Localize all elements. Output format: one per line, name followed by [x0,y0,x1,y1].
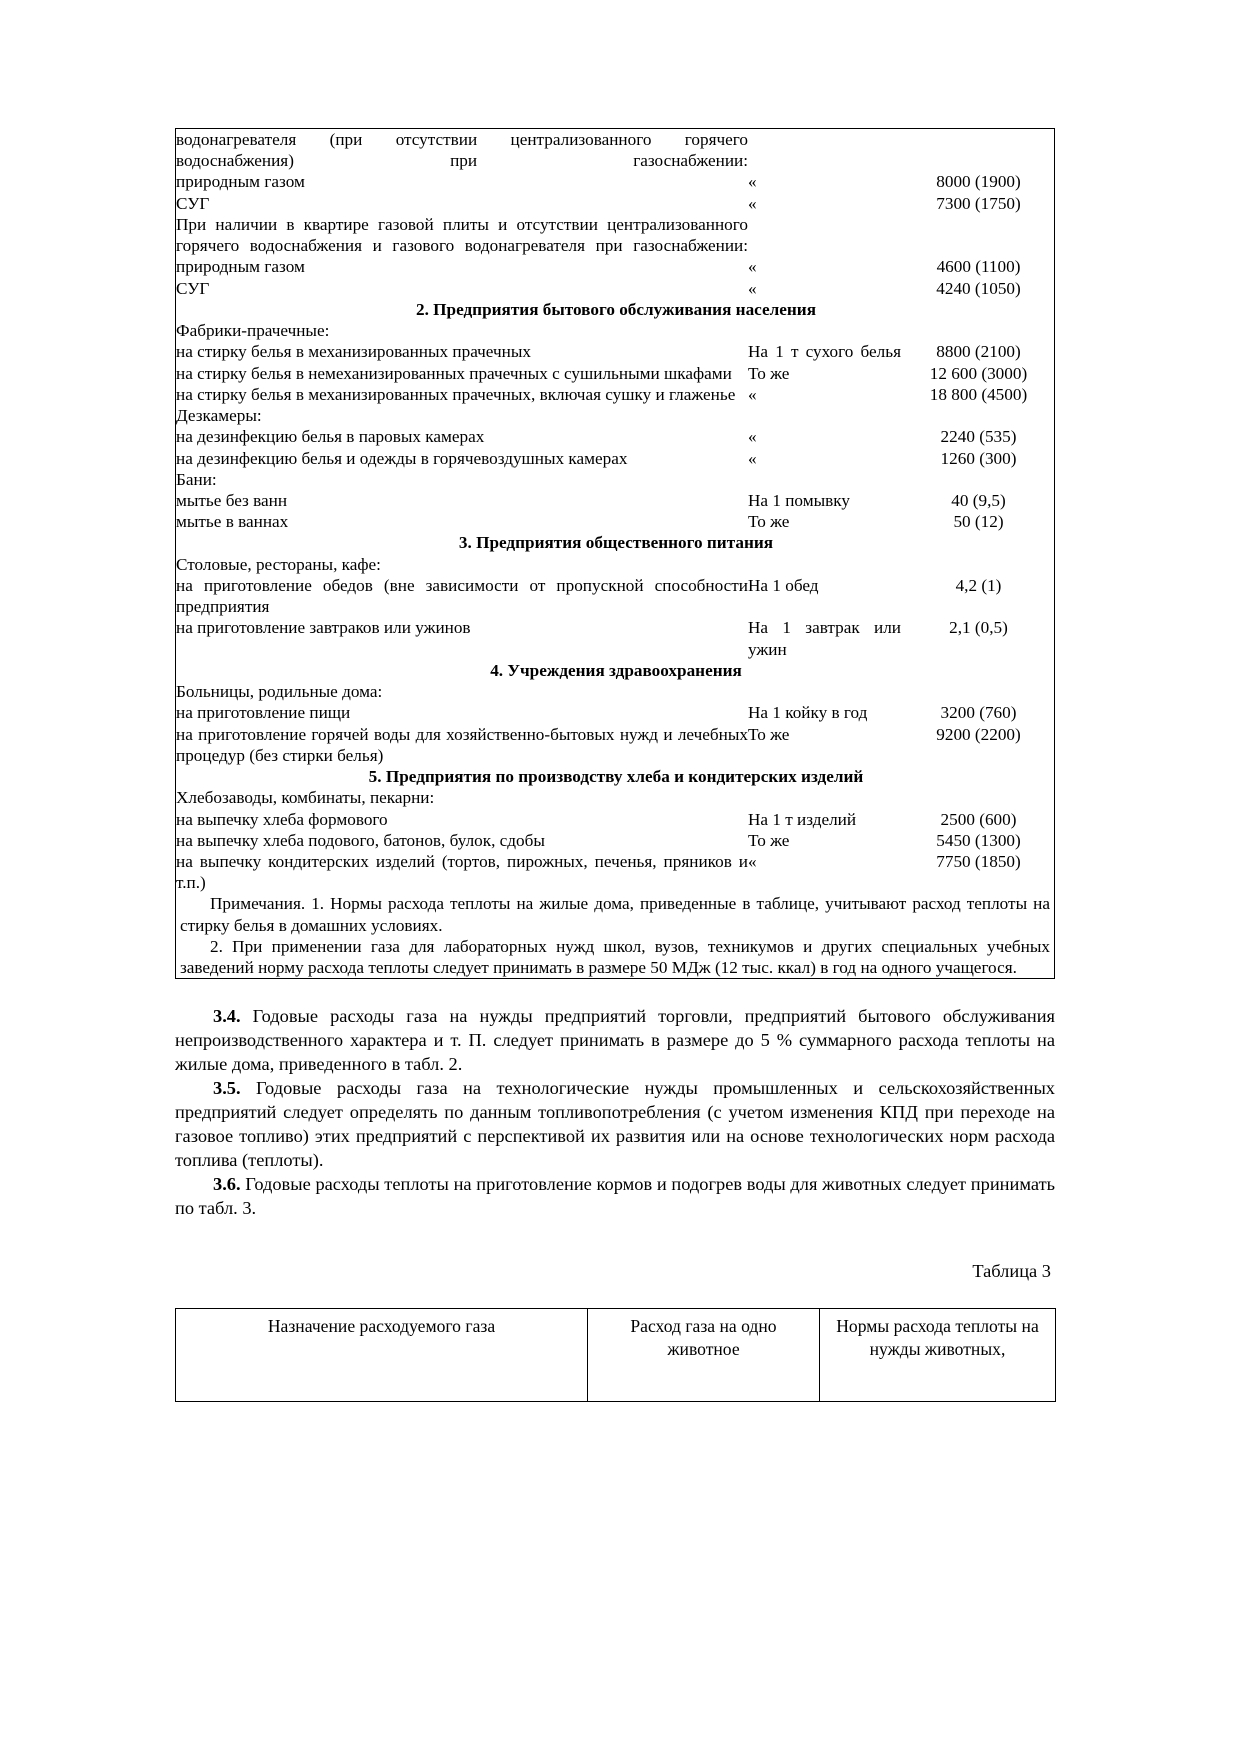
table-row [176,363,1056,384]
table-row [176,384,1056,405]
table-row [176,724,1056,766]
cell-description: на выпечку хлеба подового, батонов, булок, сдобы [176,830,545,850]
table-row [176,787,1056,808]
cell-unit: То же [748,363,790,383]
section-heading: 2. Предприятия бытового обслуживания населения [415,299,817,319]
section-heading: 4. Учреждения здравоохранения [490,660,742,680]
t3-header-heat-norms: Нормы расхода теплоты на нужды животных, [820,1308,1056,1401]
table-row [176,830,1056,851]
cell-unit: То же [748,724,790,744]
cell-description: Бани: [176,469,217,489]
t3-header-per-animal: Расход газа на одно животное [588,1308,820,1401]
cell-unit [748,787,901,808]
table-row [176,681,1056,702]
cell-value [901,405,1056,426]
clause-paragraph: 3.5. Годовые расходы газа на технологические нужды промышленных и сельскохозяйственных предприятий следует определять по данным топливопотребления (с учетом изменения КПД при переходе на газовое топливо) этих предприятий с перспективой их развития или на основе технологических норм расхода топлива (теплоты). [175,1078,1055,1170]
table-section-heading-row [176,299,1056,320]
cell-description: Столовые, рестораны, кафе: [176,554,381,574]
cell-description: на приготовление обедов (вне зависимости от пропускной способности предприятия [176,575,748,617]
table-row [176,341,1056,362]
cell-description: природным газом [176,257,305,277]
cell-description: Фабрики-прачечные: [176,321,330,341]
cell-unit [748,405,901,426]
cell-unit: « [748,851,757,871]
section-heading: 5. Предприятия по производству хлеба и кондитерских изделий [368,767,864,787]
table-row [176,193,1056,214]
cell-value: 8800 (2100) [936,342,1021,362]
table-row [176,575,1056,617]
cell-value: 12 600 (3000) [929,363,1028,383]
cell-unit [748,129,901,171]
table-notes [176,893,1054,978]
table-3-caption: Таблица 3 [972,1260,1051,1281]
cell-value: 2500 (600) [940,809,1017,829]
cell-unit: « [748,193,757,213]
clause-number: 3.6. [213,1173,241,1194]
table-3-header [175,1308,1056,1402]
norms-table-body [176,129,1056,893]
cell-description: на приготовление завтраков или ужинов [176,618,471,638]
cell-value: 9200 (2200) [936,724,1021,744]
cell-value [901,554,1056,575]
table-row [176,511,1056,532]
clause-number: 3.5. [213,1078,241,1099]
cell-description: природным газом [176,172,305,192]
cell-description: на дезинфекцию белья и одежды в горячевоздушных камерах [176,448,628,468]
table-row [176,448,1056,469]
cell-value [901,787,1056,808]
table-row [176,702,1056,723]
cell-value: 1260 (300) [940,448,1017,468]
section-heading: 3. Предприятия общественного питания [458,533,774,553]
clause-paragraph: 3.6. Годовые расходы теплоты на приготовление кормов и подогрев воды для животных следует принимать по табл. 3. [175,1173,1055,1218]
table-row [176,1308,1056,1401]
cell-description: на стирку белья в механизированных прачечных, включая сушку и глаженье [176,384,736,404]
table-row [176,490,1056,511]
cell-unit: На 1 помывку [748,490,850,510]
table-2-continuation [175,128,1055,979]
norms-table [176,129,1056,893]
clause-number: 3.4. [213,1006,241,1027]
cell-description: на приготовление горячей воды для хозяйственно-бытовых нужд и лечебных процедур (без стирки белья) [176,724,748,765]
table-row [176,278,1056,299]
table-row [176,320,1056,341]
cell-description: на стирку белья в механизированных прачечных [176,342,531,362]
table-row [176,554,1056,575]
cell-unit: « [748,427,757,447]
cell-description: на стирку белья в немеханизированных прачечных с сушильными шкафами [176,363,732,383]
clause-paragraphs [175,1005,1055,1220]
cell-value [901,469,1056,490]
table-row [176,405,1056,426]
table-row [176,809,1056,830]
cell-value: 2,1 (0,5) [949,618,1008,638]
cell-description: мытье без ванн [176,490,288,510]
table-row [176,214,1056,256]
cell-description: на выпечку кондитерских изделий (тортов, пирожных, печенья, пряников и т.п.) [176,851,748,893]
cell-unit: На 1 т изделий [748,809,857,829]
cell-unit: « [748,278,757,298]
table-row [176,256,1056,277]
cell-value [901,681,1056,702]
cell-unit [748,214,901,256]
cell-unit [748,681,901,702]
cell-unit: « [748,448,757,468]
cell-unit: « [748,257,757,277]
cell-value: 7300 (1750) [936,193,1021,213]
cell-unit [748,469,901,490]
cell-description: Больницы, родильные дома: [176,682,383,702]
cell-unit: То же [748,830,790,850]
cell-value [901,320,1056,341]
cell-description: Хлебозаводы, комбинаты, пекарни: [176,788,435,808]
table-note: 2. При применении газа для лабораторных нужд школ, вузов, техникумов и других специальных учебных заведений норму расхода теплоты следует принимать в размере 50 МДж (12 тыс. ккал) в год на одного учащегося. [180,936,1050,978]
cell-value: 5450 (1300) [936,830,1021,850]
cell-unit [748,554,901,575]
cell-value: 3200 (760) [940,703,1017,723]
cell-description: мытье в ваннах [176,512,289,532]
clause-paragraph: 3.4. Годовые расходы газа на нужды предприятий торговли, предприятий бытового обслуживания непроизводственного характера и т. П. следует принимать в размере до 5 % суммарного расхода теплоты на жилые дома, приведенного в табл. 2. [175,1006,1055,1075]
cell-unit: На 1 завтрак или ужин [748,618,901,659]
cell-description: водонагревателя (при отсутствии централизованного горячего водоснабжения) при газоснабжении: [176,130,748,171]
cell-value: 4,2 (1) [955,575,1002,595]
table-row [176,617,1056,659]
document-page [175,128,1055,1402]
cell-description: Дезкамеры: [176,406,262,426]
cell-value: 2240 (535) [940,427,1017,447]
cell-value: 8000 (1900) [936,172,1021,192]
table-section-heading-row [176,660,1056,681]
table-row [176,426,1056,447]
cell-value [901,129,1056,171]
table-row [176,171,1056,192]
table-note: Примечания. 1. Нормы расхода теплоты на жилые дома, приведенные в таблице, учитывают расход теплоты на стирку белья в домашних условиях. [180,894,1050,935]
cell-value: 4600 (1100) [936,257,1021,277]
cell-unit [748,320,901,341]
table-row [176,851,1056,893]
cell-value: 50 (12) [953,512,1004,532]
cell-value: 7750 (1850) [936,851,1021,871]
table-section-heading-row [176,766,1056,787]
cell-unit: На 1 обед [748,575,819,595]
table-row [176,469,1056,490]
cell-value: 4240 (1050) [936,278,1021,298]
cell-value [901,214,1056,256]
cell-description: на дезинфекцию белья в паровых камерах [176,427,485,447]
cell-unit: « [748,384,757,404]
cell-description: СУГ [176,278,210,298]
cell-value: 40 (9,5) [951,490,1006,510]
t3-header-purpose: Назначение расходуемого газа [176,1308,588,1401]
cell-description: При наличии в квартире газовой плиты и отсутствии централизованного горячего водоснабжения и газового водонагревателя при газоснабжении: [176,214,748,256]
cell-description: на выпечку хлеба формового [176,809,388,829]
cell-unit: То же [748,512,790,532]
cell-description: на приготовление пищи [176,703,351,723]
cell-unit: « [748,172,757,192]
cell-description: СУГ [176,193,210,213]
cell-value: 18 800 (4500) [929,384,1028,404]
cell-unit: На 1 койку в год [748,703,868,723]
cell-unit: На 1 т сухого белья [748,342,901,362]
table-row [176,129,1056,171]
table-section-heading-row [176,532,1056,553]
